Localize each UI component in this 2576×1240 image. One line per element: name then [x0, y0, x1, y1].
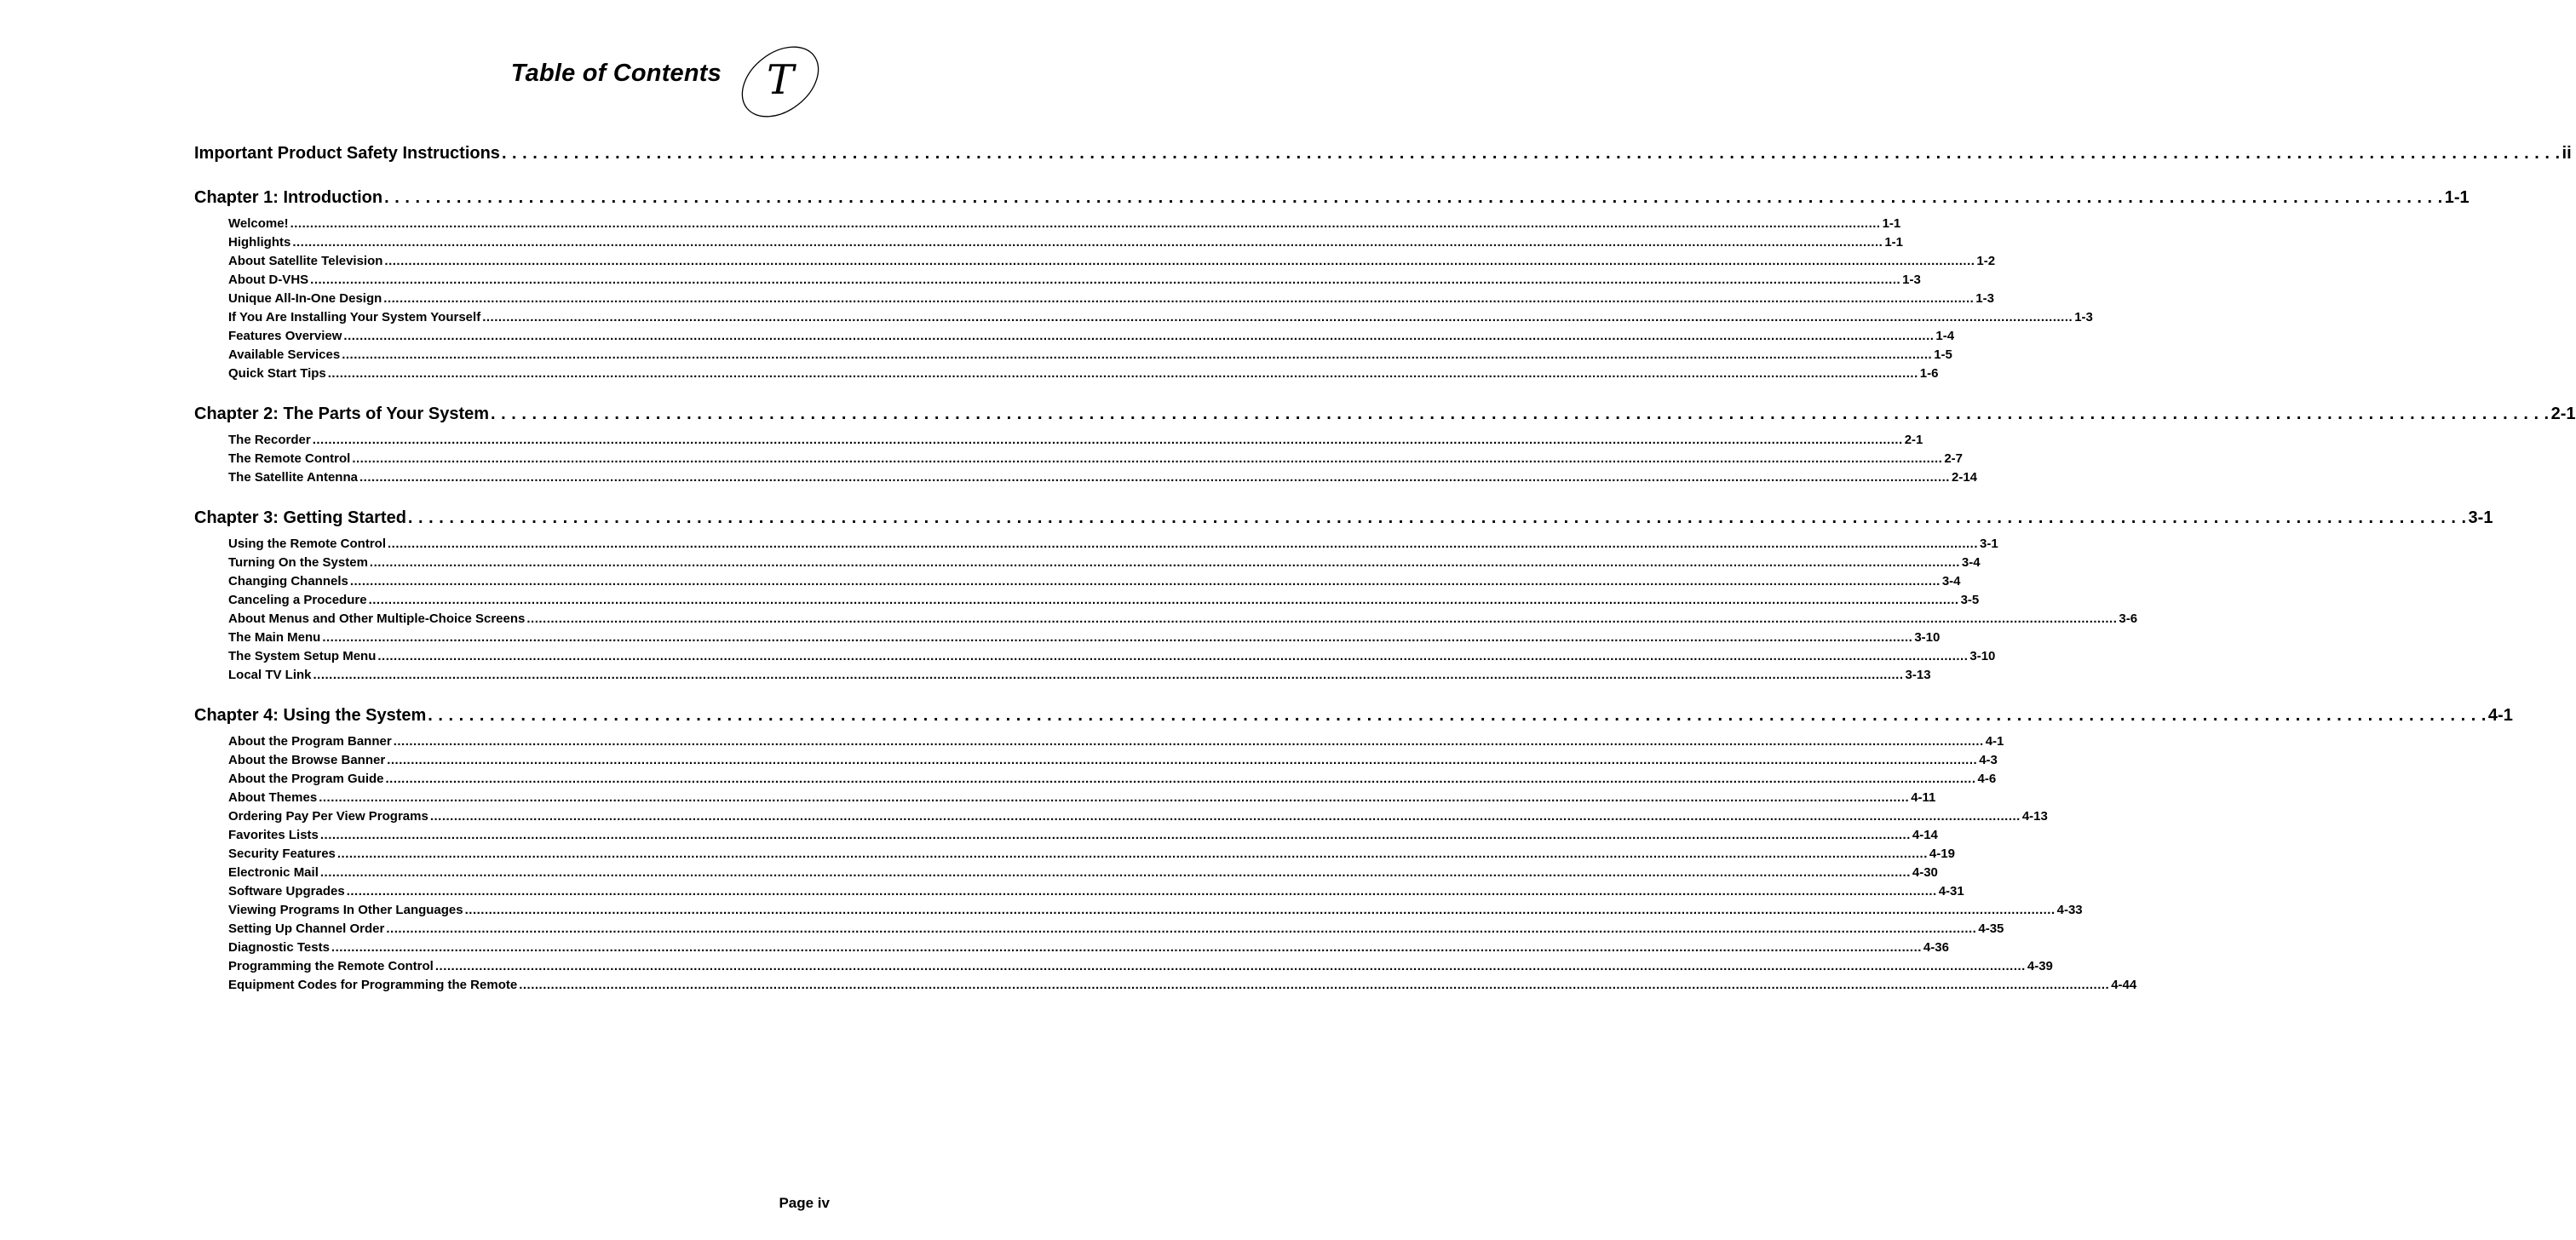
section-page-number: 3-5	[1960, 593, 1980, 607]
toc-section-entry[interactable]	[228, 252, 1996, 271]
section-page-number: 3-6	[2119, 611, 2138, 626]
section-title: About the Program Guide	[228, 772, 384, 786]
section-title: About Themes	[228, 790, 318, 805]
safety-entry-block	[194, 141, 2572, 165]
page-title: Table of Contents	[510, 60, 722, 87]
toc-section-entry[interactable]	[228, 845, 1955, 864]
section-page-number: 4-13	[2021, 809, 2048, 824]
dot-leader: ................................................................................................................................................................................................................................................................................................................................................................................................................	[429, 809, 2021, 824]
dot-leader: ................................................................................................................................................................................................................................................................................................................................................................................................................	[385, 772, 1976, 786]
section-page-number: 1-1	[1884, 235, 1904, 250]
toc-section-entry[interactable]	[228, 554, 1981, 572]
chapter-title: Chapter 2: The Parts of Your System	[194, 405, 490, 423]
dot-leader: ................................................................................................................................................................................................................................................................................................................................................................................................................	[384, 254, 1975, 268]
toc-chapter-entry[interactable]	[194, 186, 2470, 210]
section-title: The Satellite Antenna	[228, 470, 358, 485]
section-page-number: 1-1	[1882, 216, 1901, 231]
section-title: Changing Channels	[228, 574, 348, 588]
toc-chapter-entry[interactable]	[194, 402, 2576, 426]
chapter-page-number: 4-1	[2487, 706, 2513, 725]
dot-leader: ................................................................................................................................................................................................................................................................................................................................................................................................................	[393, 734, 1984, 749]
chapter-page-number: 3-1	[2468, 508, 2493, 527]
dot-leader: ................................................................................................................................................................................................................................................................................................................................................................................................................	[290, 216, 1881, 231]
section-title: Programming the Remote Control	[228, 959, 434, 973]
toc-section-entry[interactable]	[228, 290, 1994, 308]
section-page-number: 1-6	[1919, 366, 1939, 381]
dot-leader: ................................................................................................................................................................................................................................................................................................................................................................................................................	[331, 940, 1922, 955]
toc-section-entry[interactable]	[228, 789, 1936, 807]
toc-section-entry[interactable]	[228, 450, 1964, 468]
section-title: Local TV Link	[228, 668, 312, 682]
toc-section-entry[interactable]	[228, 976, 2137, 995]
section-page-number: 4-36	[1923, 940, 1949, 955]
table-of-contents	[194, 141, 2576, 1013]
dot-leader: ................................................................................................................................................................................................................................................................................................................................................................................................................	[319, 828, 1911, 842]
toc-section-entry[interactable]	[228, 901, 2083, 920]
toc-chapter-entry[interactable]	[194, 703, 2513, 727]
chapter-page-number: ii	[2562, 144, 2572, 163]
dot-leader: ................................................................................................................................................................................................................................................................................................................................................................................................................	[319, 865, 1911, 880]
dot-leader: ................................................................................................................................................................................................................................................................................................................................................................................................................	[434, 959, 2026, 973]
toc-section-entry[interactable]	[228, 939, 1949, 957]
section-page-number: 4-39	[2027, 959, 2053, 973]
section-title: About Menus and Other Multiple-Choice Screens	[228, 611, 526, 626]
toc-section-entry[interactable]	[228, 308, 2093, 327]
section-page-number: 3-10	[1914, 630, 1941, 645]
dot-leader: ................................................................................................................................................................................................................................................................................................................................................................................................................	[464, 903, 2056, 917]
dot-leader: ................................................................................................................................................................................................................................................................................................................................................................................................................	[369, 555, 1960, 570]
section-list	[228, 215, 2093, 383]
section-page-number: 2-14	[1951, 470, 1978, 485]
section-page-number: 4-3	[1979, 753, 1998, 767]
section-page-number: 4-14	[1912, 828, 1938, 842]
chapter-block	[194, 506, 2493, 685]
dot-leader: ................................................................................................................................................................................................................................................................................................................................................................................................................	[313, 668, 1904, 682]
section-page-number: 1-5	[1934, 347, 1952, 362]
section-title: Welcome!	[228, 216, 289, 231]
chapter-block	[194, 186, 2470, 383]
section-page-number: 1-3	[2074, 310, 2093, 324]
dot-leader: ................................................................................................................................................................................................................................................................................................................................................................................................................	[349, 574, 1941, 588]
dot-leader: . . . . . . . . . . . . . . . . . . . . . . . . . . . . . . . . . . . . . . . . . . . . . . . . . . . . . . . . . . . . . . . . . . . . . . . . . . . . . . . . . . . . . . . . . . . . . . . . . . . . . . . . . . . . . . . . . . . . . . . . . . . . . . . . . . . . . . . . . . . . . . . . . . . . . . . . . . . . . . . . . . . . . . . . . . . . . . . . . . . . . . . . . . . . . . . . . . . . . . . .	[407, 508, 2467, 527]
section-page-number: 1-2	[1976, 254, 1996, 268]
dot-leader: ................................................................................................................................................................................................................................................................................................................................................................................................................	[327, 366, 1918, 381]
section-title: Software Upgrades	[228, 884, 345, 898]
toc-section-entry[interactable]	[228, 233, 1904, 252]
section-title: Highlights	[228, 235, 291, 250]
section-page-number: 2-7	[1944, 451, 1964, 466]
section-title: Ordering Pay Per View Programs	[228, 809, 428, 824]
toc-section-entry[interactable]	[228, 647, 1996, 666]
dot-leader: ................................................................................................................................................................................................................................................................................................................................................................................................................	[386, 921, 1977, 936]
toc-section-entry[interactable]	[228, 629, 1941, 647]
section-page-number: 1-3	[1902, 273, 1921, 287]
toc-section-entry[interactable]	[228, 826, 1938, 845]
dot-leader: ................................................................................................................................................................................................................................................................................................................................................................................................................	[322, 630, 1913, 645]
dot-leader: ................................................................................................................................................................................................................................................................................................................................................................................................................	[383, 291, 1975, 306]
section-title: About the Browse Banner	[228, 753, 386, 767]
chapter-title: Chapter 1: Introduction	[194, 188, 383, 207]
dot-leader: ................................................................................................................................................................................................................................................................................................................................................................................................................	[377, 649, 1969, 663]
chapter-title: Chapter 3: Getting Started	[194, 508, 406, 527]
dot-leader: . . . . . . . . . . . . . . . . . . . . . . . . . . . . . . . . . . . . . . . . . . . . . . . . . . . . . . . . . . . . . . . . . . . . . . . . . . . . . . . . . . . . . . . . . . . . . . . . . . . . . . . . . . . . . . . . . . . . . . . . . . . . . . . . . . . . . . . . . . . . . . . . . . . . . . . . . . . . . . . . . . . . . . . . . . . . . . . . . . . . . . . . . . . . . . . . . . . . . . . .	[428, 706, 2487, 725]
dot-leader: ................................................................................................................................................................................................................................................................................................................................................................................................................	[310, 273, 1901, 287]
section-title: Available Services	[228, 347, 341, 362]
toc-section-entry[interactable]	[228, 882, 1964, 901]
section-title: Diagnostic Tests	[228, 940, 330, 955]
toc-section-entry[interactable]	[228, 610, 2138, 629]
toc-section-entry[interactable]	[228, 365, 1939, 383]
dot-leader: ................................................................................................................................................................................................................................................................................................................................................................................................................	[482, 310, 2073, 324]
section-title: Features Overview	[228, 329, 342, 343]
toc-section-entry[interactable]	[228, 920, 2004, 939]
chapter-page-number: 2-1	[2550, 405, 2576, 423]
toc-entry-safety[interactable]	[194, 141, 2572, 165]
section-page-number: 4-31	[1938, 884, 1964, 898]
section-page-number: 4-30	[1912, 865, 1938, 880]
section-page-number: 4-33	[2056, 903, 2083, 917]
section-title: If You Are Installing Your System Yourself	[228, 310, 481, 324]
toc-section-entry[interactable]	[228, 751, 1998, 770]
toc-section-entry[interactable]	[228, 431, 1923, 450]
section-title: Electronic Mail	[228, 865, 319, 880]
section-page-number: 4-1	[1985, 734, 2004, 749]
section-page-number: 4-19	[1929, 847, 1955, 861]
section-title: Quick Start Tips	[228, 366, 326, 381]
dot-leader: ................................................................................................................................................................................................................................................................................................................................................................................................................	[388, 537, 1979, 551]
dot-leader: ................................................................................................................................................................................................................................................................................................................................................................................................................	[336, 847, 1928, 861]
section-title: Favorites Lists	[228, 828, 319, 842]
section-page-number: 4-11	[1911, 790, 1936, 805]
section-title: Setting Up Channel Order	[228, 921, 385, 936]
chapter-block	[194, 402, 2576, 487]
section-list	[228, 535, 2138, 685]
chapter-title: Chapter 4: Using the System	[194, 706, 427, 725]
toc-section-entry[interactable]	[228, 468, 1978, 487]
section-title: Security Features	[228, 847, 336, 861]
dot-leader: ................................................................................................................................................................................................................................................................................................................................................................................................................	[292, 235, 1883, 250]
toc-section-entry[interactable]	[228, 327, 1955, 346]
t-logo-icon	[733, 43, 826, 121]
section-page-number: 3-13	[1905, 668, 1931, 682]
section-title: Turning On the System	[228, 555, 368, 570]
section-title: The Remote Control	[228, 451, 351, 466]
section-title: Using the Remote Control	[228, 537, 387, 551]
toc-section-entry[interactable]	[228, 535, 1998, 554]
dot-leader: ................................................................................................................................................................................................................................................................................................................................................................................................................	[352, 451, 1943, 466]
dot-leader: ................................................................................................................................................................................................................................................................................................................................................................................................................	[319, 790, 1910, 805]
section-title: About the Program Banner	[228, 734, 392, 749]
section-page-number: 3-4	[1941, 574, 1961, 588]
chapter-block	[194, 703, 2513, 995]
section-page-number: 2-1	[1904, 433, 1923, 447]
dot-leader: ................................................................................................................................................................................................................................................................................................................................................................................................................	[359, 470, 1950, 485]
section-title: The Main Menu	[228, 630, 321, 645]
section-page-number: 4-44	[2111, 978, 2137, 992]
section-page-number: 4-6	[1977, 772, 1997, 786]
section-page-number: 1-3	[1975, 291, 1994, 306]
dot-leader: . . . . . . . . . . . . . . . . . . . . . . . . . . . . . . . . . . . . . . . . . . . . . . . . . . . . . . . . . . . . . . . . . . . . . . . . . . . . . . . . . . . . . . . . . . . . . . . . . . . . . . . . . . . . . . . . . . . . . . . . . . . . . . . . . . . . . . . . . . . . . . . . . . . . . . . . . . . . . . . . . . . . . . . . . . . . . . . . . . . . . . . . . . . . . . . . . . . . . . . .	[501, 144, 2561, 163]
toc-section-entry[interactable]	[228, 271, 1921, 290]
logo-letter: T	[766, 56, 795, 104]
dot-leader: . . . . . . . . . . . . . . . . . . . . . . . . . . . . . . . . . . . . . . . . . . . . . . . . . . . . . . . . . . . . . . . . . . . . . . . . . . . . . . . . . . . . . . . . . . . . . . . . . . . . . . . . . . . . . . . . . . . . . . . . . . . . . . . . . . . . . . . . . . . . . . . . . . . . . . . . . . . . . . . . . . . . . . . . . . . . . . . . . . . . . . . . . . . . . . . . . . . . . . . .	[491, 405, 2550, 423]
chapter-title: Important Product Safety Instructions	[194, 144, 500, 163]
chapter-page-number: 1-1	[2444, 188, 2470, 207]
toc-section-entry[interactable]	[228, 591, 1980, 610]
section-list	[228, 431, 1978, 487]
section-title: About D-VHS	[228, 273, 309, 287]
section-title: Equipment Codes for Programming the Remote	[228, 978, 518, 992]
dot-leader: ................................................................................................................................................................................................................................................................................................................................................................................................................	[312, 433, 1903, 447]
toc-section-entry[interactable]	[228, 864, 1938, 882]
section-page-number: 4-35	[1978, 921, 2004, 936]
section-title: Canceling a Procedure	[228, 593, 367, 607]
section-title: The System Setup Menu	[228, 649, 377, 663]
toc-section-entry[interactable]	[228, 732, 2004, 751]
toc-section-entry[interactable]	[228, 807, 2048, 826]
dot-leader: ................................................................................................................................................................................................................................................................................................................................................................................................................	[526, 611, 2118, 626]
dot-leader: ................................................................................................................................................................................................................................................................................................................................................................................................................	[368, 593, 1959, 607]
section-title: The Recorder	[228, 433, 311, 447]
section-title: Unique All-In-One Design	[228, 291, 382, 306]
dot-leader: ................................................................................................................................................................................................................................................................................................................................................................................................................	[387, 753, 1978, 767]
dot-leader: . . . . . . . . . . . . . . . . . . . . . . . . . . . . . . . . . . . . . . . . . . . . . . . . . . . . . . . . . . . . . . . . . . . . . . . . . . . . . . . . . . . . . . . . . . . . . . . . . . . . . . . . . . . . . . . . . . . . . . . . . . . . . . . . . . . . . . . . . . . . . . . . . . . . . . . . . . . . . . . . . . . . . . . . . . . . . . . . . . . . . . . . . . . . . . . . . . . . . . . .	[384, 188, 2443, 207]
toc-section-entry[interactable]	[228, 770, 1997, 789]
dot-leader: ................................................................................................................................................................................................................................................................................................................................................................................................................	[519, 978, 2110, 992]
section-title: About Satellite Television	[228, 254, 383, 268]
section-page-number: 3-10	[1969, 649, 1996, 663]
dot-leader: ................................................................................................................................................................................................................................................................................................................................................................................................................	[342, 347, 1933, 362]
toc-section-entry[interactable]	[228, 346, 1952, 365]
page-number: Page iv	[779, 1195, 830, 1211]
dot-leader: ................................................................................................................................................................................................................................................................................................................................................................................................................	[343, 329, 1935, 343]
section-page-number: 3-4	[1961, 555, 1981, 570]
toc-section-entry[interactable]	[228, 666, 1931, 685]
section-page-number: 1-4	[1935, 329, 1955, 343]
toc-section-entry[interactable]	[228, 572, 1961, 591]
dot-leader: ................................................................................................................................................................................................................................................................................................................................................................................................................	[346, 884, 1937, 898]
section-title: Viewing Programs In Other Languages	[228, 903, 463, 917]
section-page-number: 3-1	[1980, 537, 1998, 551]
toc-section-entry[interactable]	[228, 215, 1901, 233]
page-header	[0, 0, 877, 128]
section-list	[228, 732, 2137, 995]
toc-section-entry[interactable]	[228, 957, 2053, 976]
toc-chapter-entry[interactable]	[194, 506, 2493, 530]
